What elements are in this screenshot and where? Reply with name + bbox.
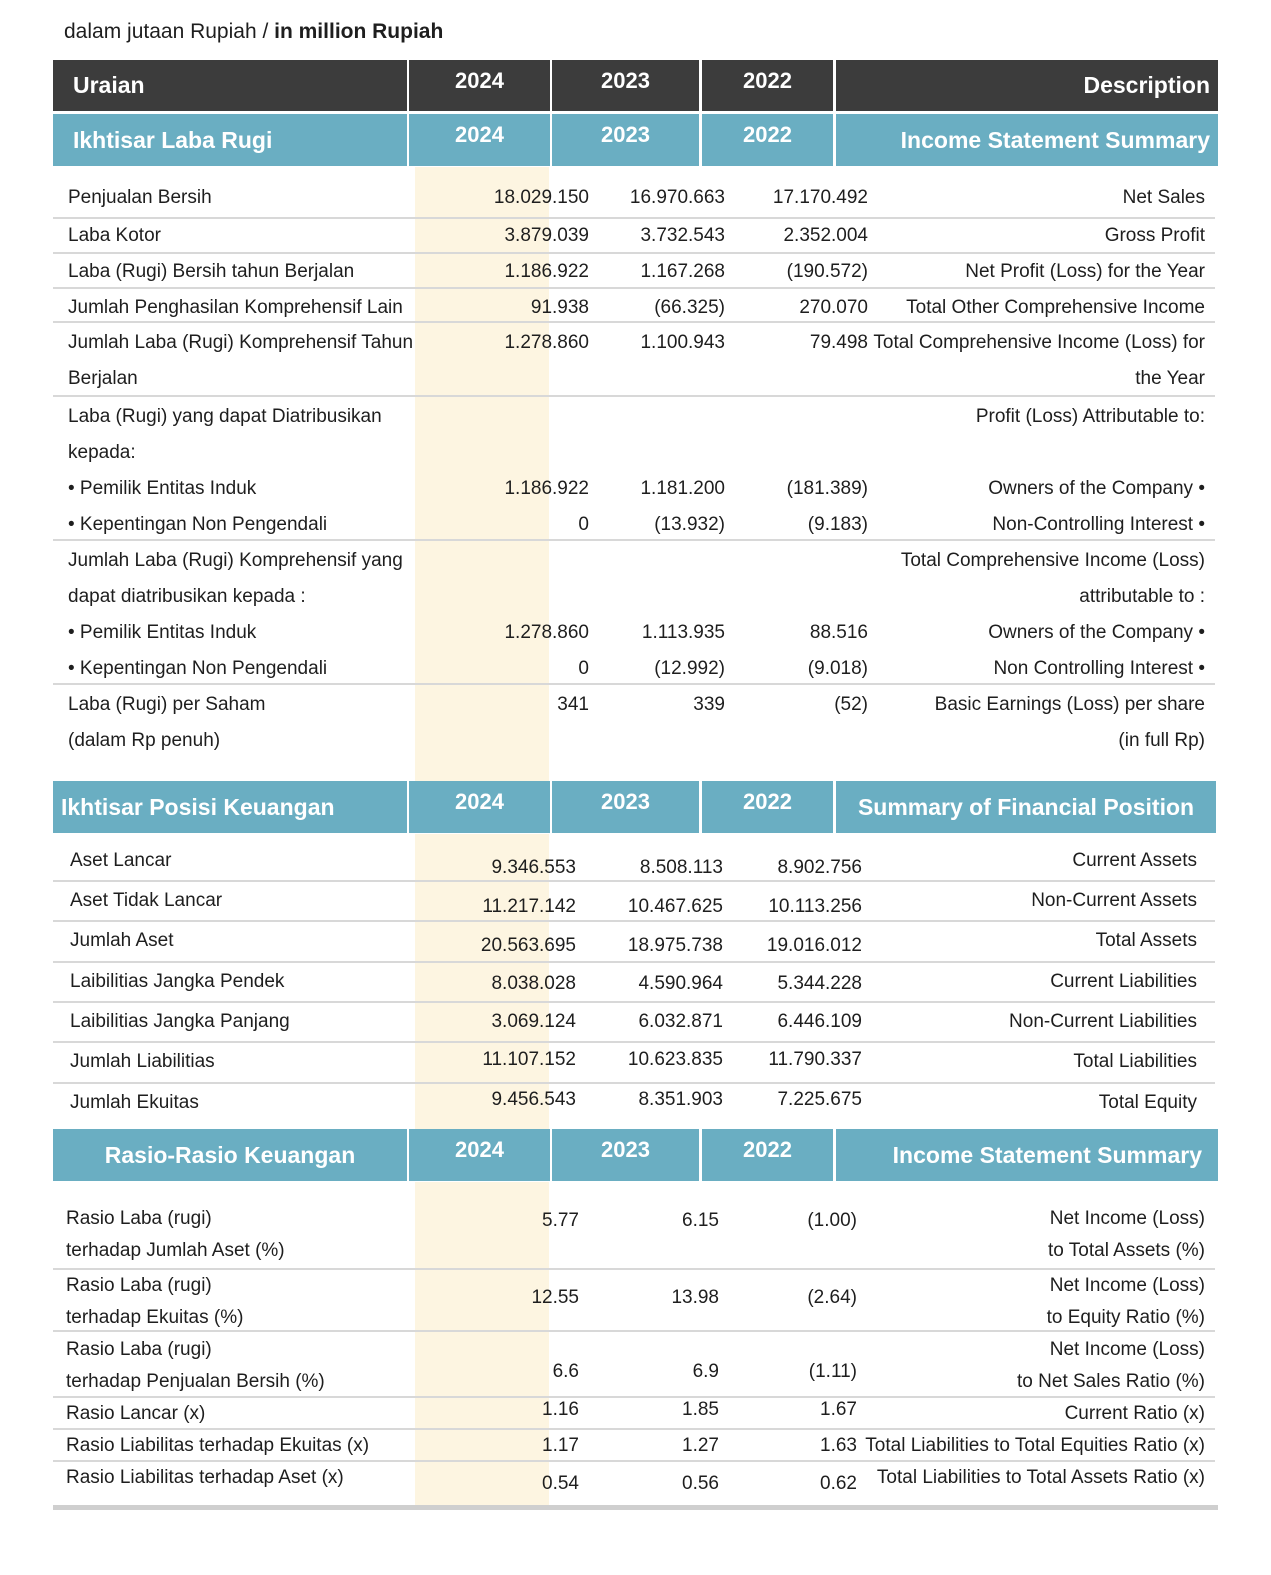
row-label: Aset Tidak Lancar — [70, 890, 223, 911]
unit-caption — [64, 20, 443, 44]
sub-row-label: • Pemilik Entitas Induk — [68, 478, 257, 499]
row-label: Laba (Rugi) per Saham — [68, 694, 266, 715]
value-2022: 1.63 — [820, 1435, 857, 1456]
row-label: Rasio Liabilitas terhadap Aset (x) — [66, 1467, 344, 1488]
sub-row-description: Non Controlling Interest • — [993, 658, 1205, 679]
table-row — [53, 880, 1215, 921]
table-row — [53, 1082, 1215, 1124]
value-2022: (1.11) — [808, 1361, 857, 1382]
sub-row-label: • Kepentingan Non Pengendali — [68, 514, 328, 535]
value-2024: 9.346.553 — [491, 857, 576, 878]
value-2022: 88.516 — [809, 622, 868, 643]
value-2024: 12.55 — [531, 1287, 579, 1308]
value-2023: 0.56 — [682, 1473, 719, 1494]
row-label: Jumlah Ekuitas — [70, 1092, 199, 1113]
row-label-continued: terhadap Jumlah Aset (%) — [66, 1240, 285, 1261]
row-label: Aset Lancar — [70, 850, 172, 871]
value-2024: 8.038.028 — [491, 973, 576, 994]
section-title-id: Ikhtisar Posisi Keuangan — [53, 781, 407, 833]
value-2024: 1.17 — [542, 1435, 579, 1456]
row-description: Non-Current Assets — [1031, 890, 1197, 911]
section-year-2022: 2022 — [702, 781, 833, 833]
row-description-continued: to Net Sales Ratio (%) — [1017, 1371, 1205, 1392]
table-row-group — [53, 395, 1215, 541]
value-2022: 79.498 — [809, 332, 868, 353]
table-row — [53, 1428, 1215, 1462]
value-2023: 339 — [693, 694, 725, 715]
value-2023: 8.508.113 — [639, 857, 723, 878]
value-2024: 341 — [557, 694, 589, 715]
row-description: Total Liabilities — [1073, 1051, 1197, 1072]
unit-caption-bold: in million Rupiah — [274, 20, 444, 43]
table-row — [53, 1330, 1215, 1398]
value-2023: 1.100.943 — [640, 332, 725, 353]
value-2024: 1.278.860 — [504, 332, 589, 353]
value-2023: 1.85 — [682, 1399, 719, 1420]
row-description: Profit (Loss) Attributable to: — [975, 406, 1205, 427]
section-title-en: Income Statement Summary — [836, 114, 1218, 166]
value-2024: 9.456.543 — [491, 1089, 576, 1110]
row-label: Laba (Rugi) yang dapat Diatribusikan — [68, 406, 382, 427]
row-label: Rasio Laba (rugi) — [66, 1208, 212, 1229]
value-2022: 10.113.256 — [768, 896, 862, 917]
section-year-2024: 2024 — [409, 1129, 550, 1181]
row-description: Total Other Comprehensive Income — [906, 297, 1205, 318]
row-label: Laibilitias Jangka Panjang — [70, 1011, 290, 1032]
sub-row-label: • Pemilik Entitas Induk — [68, 622, 257, 643]
value-2024: 3.069.124 — [491, 1011, 576, 1032]
row-label-continued: Berjalan — [68, 368, 138, 389]
row-description: Current Liabilities — [1050, 971, 1197, 992]
value-2022: 5.344.228 — [777, 973, 862, 994]
row-description: Current Ratio (x) — [1064, 1403, 1205, 1424]
sub-row-label: • Kepentingan Non Pengendali — [68, 658, 328, 679]
row-label: Rasio Laba (rugi) — [66, 1275, 212, 1296]
value-2023: (13.932) — [654, 514, 725, 535]
value-2023: 3.732.543 — [640, 225, 725, 246]
table-row — [53, 1396, 1215, 1430]
value-2023: 6.032.871 — [638, 1011, 723, 1032]
section-year-2024: 2024 — [409, 781, 550, 833]
value-2024: 0.54 — [542, 1473, 579, 1494]
table-row — [53, 217, 1215, 253]
table-bottom-rule — [53, 1505, 1218, 1510]
row-label: Rasio Liabilitas terhadap Ekuitas (x) — [66, 1435, 370, 1456]
value-2023: 6.15 — [682, 1210, 719, 1231]
value-2023: 1.27 — [682, 1435, 719, 1456]
value-2022: 8.902.756 — [777, 857, 862, 878]
table-row — [53, 1268, 1215, 1332]
value-2024: 0 — [578, 514, 589, 535]
value-2023: 18.975.738 — [627, 935, 723, 956]
value-2024: 6.6 — [552, 1361, 579, 1382]
value-2024: 5.77 — [542, 1210, 579, 1231]
row-label: Penjualan Bersih — [68, 187, 212, 208]
table-row — [53, 683, 1215, 761]
row-description-continued: attributable to : — [1079, 586, 1205, 607]
value-2023: 13.98 — [671, 1287, 719, 1308]
unit-caption-regular: dalam jutaan Rupiah / — [64, 20, 275, 43]
value-2022: (9.018) — [807, 658, 868, 679]
section-year-2022: 2022 — [702, 1129, 833, 1181]
row-description: Net Income (Loss) — [1049, 1275, 1205, 1296]
value-2024: 11.217.142 — [482, 896, 576, 917]
sub-row-description: Non-Controlling Interest • — [992, 514, 1205, 535]
table-row — [53, 1203, 1215, 1268]
header-year-2023: 2023 — [552, 60, 699, 111]
value-2022: (1.00) — [807, 1210, 857, 1231]
row-label: Jumlah Liabilitias — [70, 1051, 215, 1072]
section-title-en: Income Statement Summary — [836, 1129, 1218, 1181]
row-label: Jumlah Laba (Rugi) Komprehensif yang — [68, 550, 403, 571]
value-2023: 8.351.903 — [638, 1089, 723, 1110]
row-label: Rasio Laba (rugi) — [66, 1339, 212, 1360]
row-description: Gross Profit — [1104, 225, 1205, 246]
row-description: Total Assets — [1095, 930, 1197, 951]
row-label-continued: dapat diatribusikan kepada : — [68, 586, 306, 607]
value-2024: 91.938 — [530, 297, 589, 318]
section-header-income — [53, 114, 1218, 166]
value-2023: (12.992) — [654, 658, 725, 679]
value-2024: 1.278.860 — [504, 622, 589, 643]
value-2024: 1.16 — [542, 1399, 579, 1420]
table-row — [53, 920, 1215, 962]
value-2023: 6.9 — [692, 1361, 719, 1382]
value-2022: (9.183) — [807, 514, 868, 535]
table-row — [53, 843, 1215, 880]
row-label-continued: kepada: — [68, 442, 136, 463]
section-title-id: Ikhtisar Laba Rugi — [53, 114, 407, 166]
table-row — [53, 252, 1215, 288]
row-label-continued: terhadap Penjualan Bersih (%) — [66, 1371, 325, 1392]
row-label: Laba Kotor — [68, 225, 161, 246]
row-description: Total Equity — [1098, 1092, 1197, 1113]
table-row — [53, 1001, 1215, 1042]
row-description: Net Profit (Loss) for the Year — [965, 261, 1205, 282]
value-2024: 1.186.922 — [504, 261, 589, 282]
table-row — [53, 1460, 1215, 1502]
value-2022: 270.070 — [799, 297, 868, 318]
header-uraian: Uraian — [53, 60, 407, 111]
section-title-en: Summary of Financial Position — [836, 781, 1216, 833]
table-row — [53, 180, 1215, 218]
value-2023: 10.467.625 — [627, 896, 723, 917]
row-description: Current Assets — [1072, 850, 1197, 871]
value-2022: (190.572) — [786, 261, 868, 282]
value-2022: 2.352.004 — [783, 225, 868, 246]
header-year-2022: 2022 — [702, 60, 833, 111]
row-description-continued: to Total Assets (%) — [1048, 1240, 1205, 1261]
row-description: Total Comprehensive Income (Loss) — [900, 550, 1205, 571]
table-row — [53, 1041, 1215, 1083]
row-description-continued: to Equity Ratio (%) — [1046, 1307, 1205, 1328]
section-header-ratios — [53, 1129, 1218, 1181]
value-2023: (66.325) — [654, 297, 725, 318]
row-label-continued: terhadap Ekuitas (%) — [66, 1307, 244, 1328]
row-description: Total Liabilities to Total Equities Ratio (x) — [865, 1435, 1205, 1456]
table-header — [53, 60, 1218, 111]
value-2022: (52) — [834, 694, 868, 715]
value-2023: 1.113.935 — [641, 622, 725, 643]
row-label: Laba (Rugi) Bersih tahun Berjalan — [68, 261, 355, 282]
value-2024: 20.563.695 — [480, 935, 576, 956]
value-2023: 16.970.663 — [629, 187, 725, 208]
section-year-2022: 2022 — [702, 114, 833, 166]
row-label-continued: (dalam Rp penuh) — [68, 730, 221, 751]
value-2023: 1.181.200 — [640, 478, 725, 499]
section-year-2023: 2023 — [552, 1129, 699, 1181]
row-label: Laibilitias Jangka Pendek — [70, 971, 285, 992]
value-2024: 18.029.150 — [493, 187, 589, 208]
row-description: Total Liabilities to Total Assets Ratio (x) — [876, 1467, 1205, 1488]
value-2022: 7.225.675 — [777, 1089, 862, 1110]
row-label: Jumlah Penghasilan Komprehensif Lain — [68, 297, 403, 318]
value-2023: 1.167.268 — [640, 261, 725, 282]
value-2022: 1.67 — [820, 1399, 857, 1420]
header-description: Description — [836, 60, 1218, 111]
row-description-continued: the Year — [1135, 368, 1205, 389]
row-label: Jumlah Aset — [70, 930, 174, 951]
value-2024: 1.186.922 — [504, 478, 589, 499]
value-2022: 0.62 — [820, 1473, 857, 1494]
value-2024: 0 — [578, 658, 589, 679]
value-2024: 3.879.039 — [504, 225, 589, 246]
table-row — [53, 321, 1215, 397]
sub-row-description: Owners of the Company • — [988, 478, 1205, 499]
section-year-2023: 2023 — [552, 114, 699, 166]
value-2024: 11.107.152 — [482, 1049, 576, 1070]
value-2022: 11.790.337 — [768, 1049, 862, 1070]
row-description-continued: (in full Rp) — [1118, 730, 1205, 751]
value-2022: (181.389) — [786, 478, 868, 499]
value-2022: 19.016.012 — [766, 935, 862, 956]
table-row — [53, 287, 1215, 323]
sub-row-description: Owners of the Company • — [988, 622, 1205, 643]
value-2022: 6.446.109 — [777, 1011, 862, 1032]
value-2023: 4.590.964 — [638, 973, 723, 994]
row-description: Net Sales — [1122, 187, 1205, 208]
section-header-position — [53, 781, 1218, 833]
value-2022: (2.64) — [807, 1287, 857, 1308]
value-2022: 17.170.492 — [772, 187, 868, 208]
value-2023: 10.623.835 — [627, 1049, 723, 1070]
section-title-id: Rasio-Rasio Keuangan — [53, 1129, 407, 1181]
row-description: Basic Earnings (Loss) per share — [934, 694, 1205, 715]
row-description: Net Income (Loss) — [1049, 1339, 1205, 1360]
table-row-group — [53, 539, 1215, 685]
section-year-2024: 2024 — [409, 114, 550, 166]
table-row — [53, 961, 1215, 1002]
header-year-2024: 2024 — [409, 60, 550, 111]
row-description: Non-Current Liabilities — [1009, 1011, 1197, 1032]
row-label: Jumlah Laba (Rugi) Komprehensif Tahun — [68, 332, 414, 353]
row-label: Rasio Lancar (x) — [66, 1403, 206, 1424]
row-description: Net Income (Loss) — [1049, 1208, 1205, 1229]
row-description: Total Comprehensive Income (Loss) for — [873, 332, 1205, 353]
section-year-2023: 2023 — [552, 781, 699, 833]
